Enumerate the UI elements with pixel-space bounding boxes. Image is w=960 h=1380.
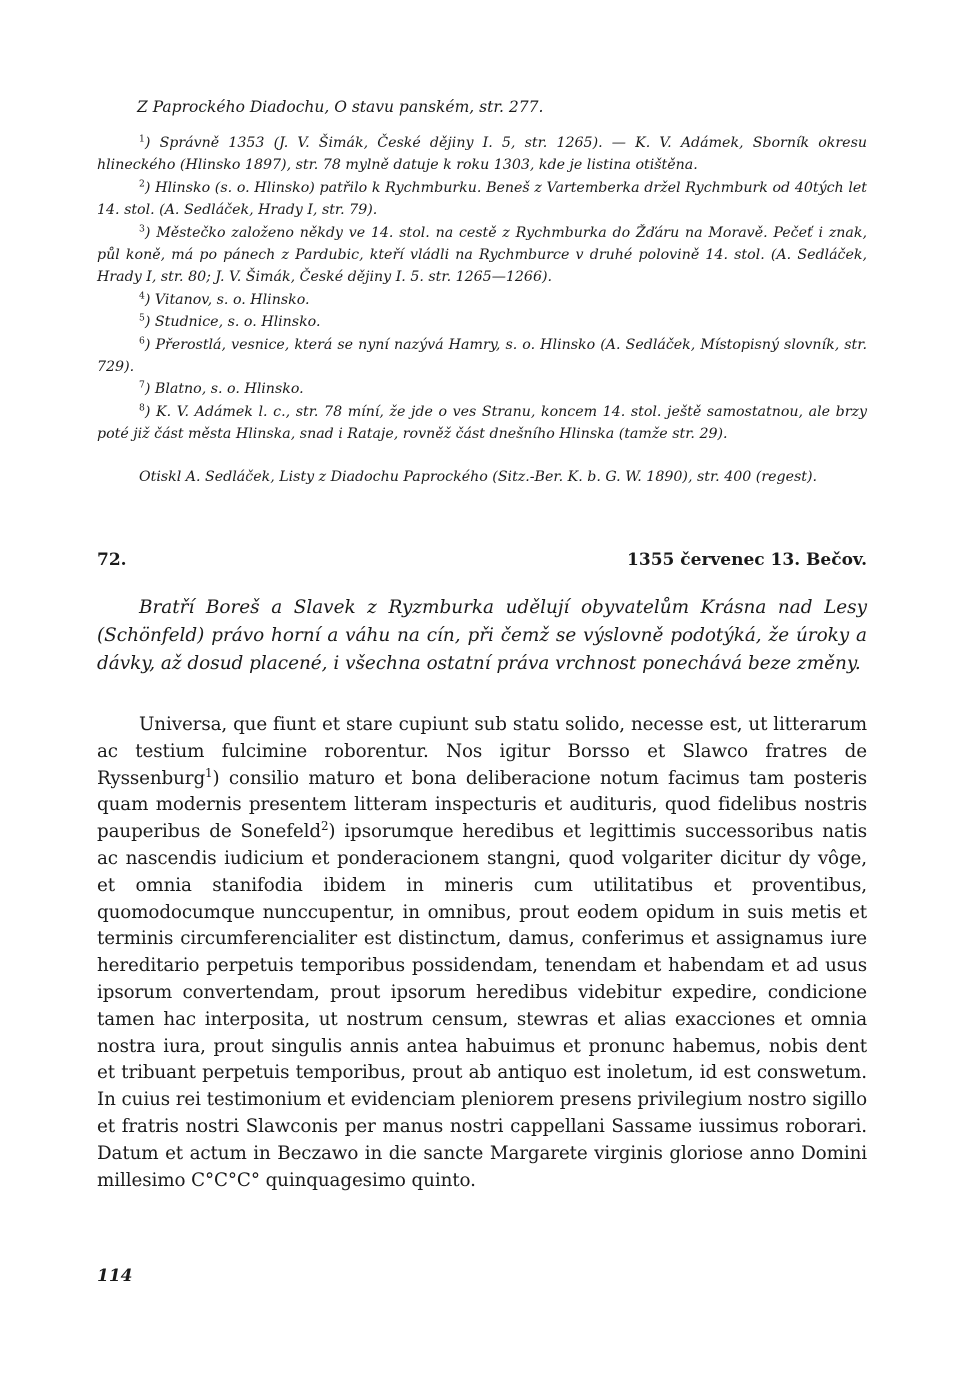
footnote-reference: 2 [320, 819, 329, 834]
footnote-text: Hlinsko (s. o. Hlinsko) patřilo k Rychmburku. Beneš z Vartemberka držel Rychmburk od 40tých let 14. stol. (A. Sedláček, Hrady I, str. 79). [97, 179, 868, 219]
footnote-marker: 7 [139, 379, 145, 391]
footnote-text: Studnice, s. o. Hlinsko. [154, 314, 321, 331]
footnote-text: Správně 1353 (J. V. Šimák, České dějiny I. 5, str. 1265). — K. V. Adámek, Sborník okresu hlineckého (Hlinsko 1897), str. 78 mylně datuje k roku 1303, kde je listina otištěna. [97, 135, 867, 174]
footnote: $^5$) Studnice, s. o. Hlinsko. [139, 312, 321, 331]
footnote-reference: 1 [205, 765, 213, 780]
footnote: $^6$) Přerostlá, vesnice, která se nyní nazývá Hamry, s. o. Hlinsko (A. Sedláček, Místopisný slovník, str. 729). [97, 334, 867, 376]
footnote: $^4$) Vitanov, s. o. Hlinsko. [139, 290, 310, 308]
footnote-text: Vitanov, s. o. Hlinsko. [154, 291, 310, 308]
printed-note: Otiskl A. Sedláček, Listy z Diadochu Paprockého (Sitz.-Ber. K. b. G. W. 1890), str. 400 (regest). [139, 468, 818, 485]
footnote-text: K. V. Adámek l. c., str. 78 míní, že jde o ves Stranu, koncem 14. stol. ještě samostatnou, ale brzy poté již část města Hlinska, snad i Rataje, rovněž část dnešního Hlinska (tamže str. 29). [97, 403, 867, 443]
document-heading [97, 550, 867, 570]
footnote-text: Přerostlá, vesnice, která se nyní nazývá Hamry, s. o. Hlinsko (A. Sedláček, Místopisný slovník, str. 729). [97, 336, 867, 376]
footnote: $^8$) K. V. Adámek l. c., str. 78 míní, že jde o ves Stranu, koncem 14. stol. ještě samostatnou, ale brzy poté již část města Hlinska, snad i Rataje, rovněž část dnešního Hlinska (tamže str. 29). [97, 402, 867, 443]
page-number: 114 [97, 1266, 133, 1286]
charter-text-part: Universa, que fiunt et stare cupiunt sub statu solido, necesse est, ut litterarum ac testium fulcimine roborentur. Nos igitur Borsso et Slawco fratres de Ryssenburg [97, 714, 867, 789]
document-date-place: 1355 červenec 13. Bečov. [627, 550, 867, 571]
charter-text-part: ) consilio maturo et bona deliberacione notum facimus tam posteris quam modernis presentem litteram inspecturis et audituris, quod fidelibus nostris pauperibus de Sonefeld [97, 767, 867, 843]
footnote-marker: 1 [139, 133, 145, 145]
regest-summary: Bratří Boreš a Slavek z Ryzmburka udělují obyvatelům Krásna nad Lesy (Schönfeld) právo horní a váhu na cín, při čemž se výslovně podotýká, že úroky a dávky, až dosud placené, i všechna ostatní práva vrchnost ponechává beze změny. [97, 597, 867, 675]
footnote: $^3$) Městečko založeno někdy ve 14. stol. na cestě z Rychmburka do Žďáru na Moravě. Pečeť i znak, půl koně, má po pánech z Pardubic, kteří vládli na Rychmburce v druhé polovině 14. stol. (A. Sedláček, Hrady I, str. 80; J. V. Šimák, České dějiny I. 5. str. 1265—1266). [97, 222, 867, 286]
footnote-marker: 2 [139, 178, 145, 190]
footnote-marker: 4 [139, 290, 145, 302]
footnote-marker: 8 [139, 402, 145, 414]
page-content [97, 96, 867, 1194]
footnote-text: Městečko založeno někdy ve 14. stol. na cestě z Rychmburka do Žďáru na Moravě. Pečeť i znak, půl koně, má po pánech z Pardubic, kteří vládli na Rychmburce v druhé polovině 14. stol. (A. Sedláček, Hrady I, str. 80; J. V. Šimák, České dějiny I. 5. str. 1265—1266). [97, 224, 867, 286]
footnote: $^1$) Správně 1353 (J. V. Šimák, České dějiny I. 5, str. 1265). — K. V. Adámek, Sborník okresu hlineckého (Hlinsko 1897), str. 78 mylně datuje k roku 1303, kde je listina otištěna. [97, 133, 867, 174]
source-reference: Z Paprockého Diadochu, O stavu panském, str. 277. [137, 98, 544, 116]
charter-text [97, 712, 867, 1194]
footnote-marker: 6 [139, 334, 145, 346]
footnote-marker: 3 [139, 222, 145, 234]
footnote: $^7$) Blatno, s. o. Hlinsko. [139, 379, 304, 398]
footnote: $^2$) Hlinsko (s. o. Hlinsko) patřilo k Rychmburku. Beneš z Vartemberka držel Rychmburk od 40tých let 14. stol. (A. Sedláček, Hrady I, str. 79). [97, 178, 868, 219]
footnote-text: Blatno, s. o. Hlinsko. [154, 381, 304, 398]
footnotes [97, 132, 867, 446]
document-number: 72. [97, 550, 127, 571]
charter-text-part: ) ipsorumque heredibus et legittimis successoribus natis ac nascendis iudicium et ponderacionem stangni, quod volgariter dicitur dy vôge, et omnia stanifodia ibidem in mineris cum utilitatibus et proventibus, quomodocumque nunccupentur, in omnibus, prout eodem opidum in suis metis et terminis circumferencialiter est distinctum, damus, conferimus et assignamus iure hereditario perpetuis temporibus possidendam, tenendam et habendam et ad usus ipsorum convertendam, prout ipsorum heredibus videbitur expedire, condicione tamen hac interposita, ut nostrum censum, stewras et alias exacciones et omnia nostra iura, prout singulis annis antea habuimus et pronunc habemus, nobis dent et tribuant perpetuis temporibus, prout ab antiquo est inoletum, id est conswetum. In cuius rei testimonium et evidenciam pleniorem presens privilegium nostro sigillo et fratris nostri Slawconis per manus nostri cappellani Sassame iussimus roborari. Datum et actum in Beczawo in die sancte Margarete virginis gloriose anno Domini millesimo C°C°C° quinquagesimo quinto. [97, 821, 867, 1191]
footnote-marker: 5 [139, 312, 145, 324]
